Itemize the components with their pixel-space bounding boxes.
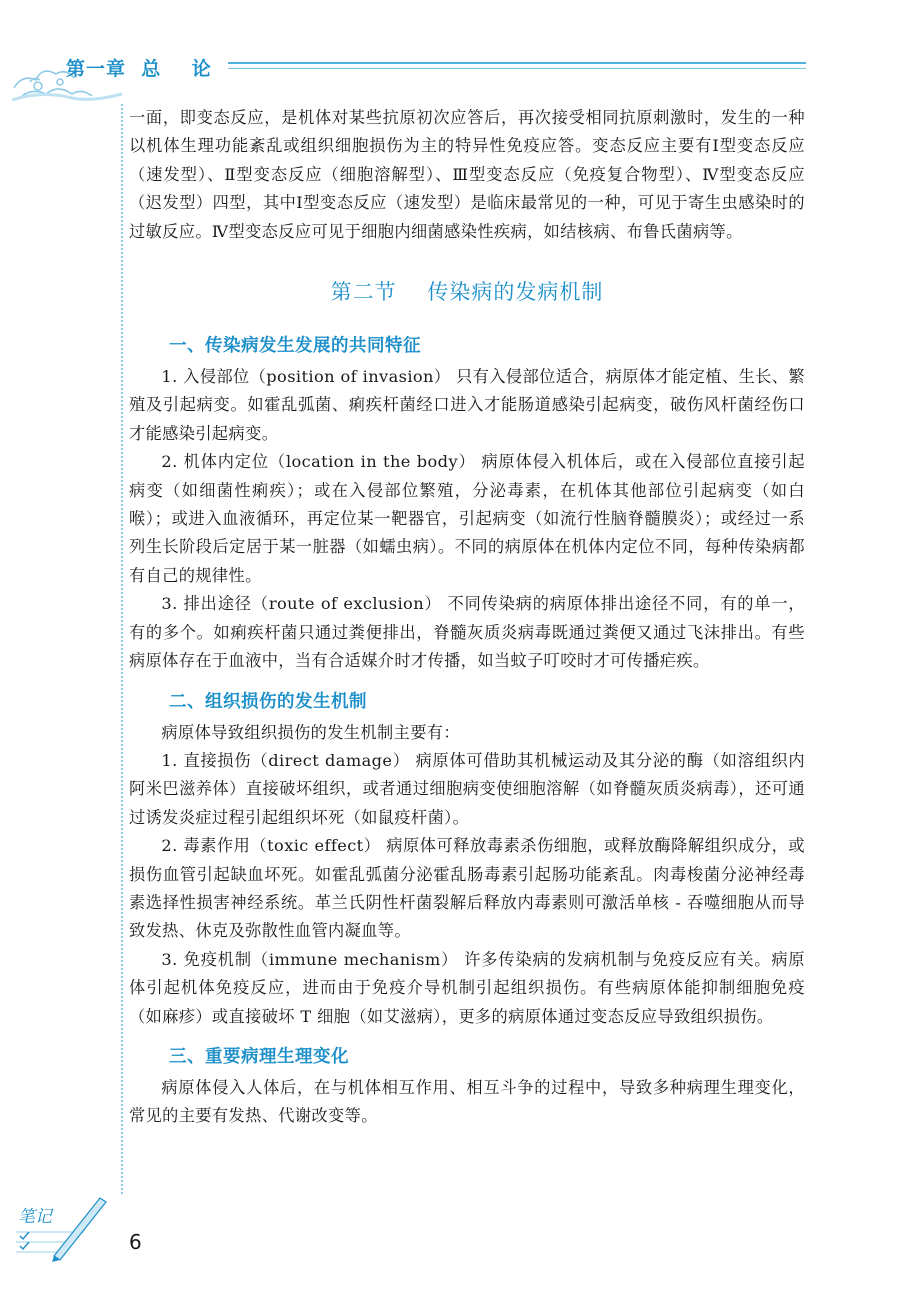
paragraph: 1. 入侵部位（position of invasion） 只有入侵部位适合，病原体才能定植、生长、繁殖及引起病变。如霍乱弧菌、痢疾杆菌经口进入才能肠道感染引起病变，破伤风杆菌经伤口才能感染引起病变。 xyxy=(129,367,805,443)
section-title: 第二节 传染病的发病机制 xyxy=(330,280,604,305)
margin-dotted-line xyxy=(121,104,123,1194)
paragraph: 3. 排出途径（route of exclusion） 不同传染病的病原体排出途径不同，有的单一，有的多个。如痢疾杆菌只通过粪便排出，脊髓灰质炎病毒既通过粪便又通过飞沫排出。有些病原体存在于血液中，当有合适媒介时才传播，如当蚊子叮咬时才可传播疟疾。 xyxy=(129,594,805,671)
page-number: 6 xyxy=(129,1230,142,1254)
paragraph: 2. 毒素作用（toxic effect） 病原体可释放毒素杀伤细胞，或释放酶降解组织成分，或损伤血管引起缺血坏死。如霍乱弧菌分泌霍乱肠毒素引起肠功能紊乱。肉毒梭菌分泌神经毒素选择性损害神经系统。革兰氏阴性杆菌裂解后释放内毒素则可激活单核 - 吞噬细胞从而导致发热、休克及弥散性血管内凝血等。 xyxy=(129,836,805,941)
subsection-title-3: 三、重要病理生理变化 xyxy=(169,1046,349,1067)
notes-pen-icon xyxy=(14,1192,114,1262)
page-content xyxy=(129,104,805,1131)
page-header xyxy=(0,40,900,110)
paragraph: 1. 直接损伤（direct damage） 病原体可借助其机械运动及其分泌的酶（如溶组织内阿米巴滋养体）直接破坏组织，或者通过细胞病变使细胞溶解（如脊髓灰质炎病毒），还可通过诱发炎症过程引起组织坏死（如鼠疫杆菌）。 xyxy=(129,750,805,827)
intro-paragraph: 一面，即变态反应，是机体对某些抗原初次应答后，再次接受相同抗原刺激时，发生的一种以机体生理功能紊乱或组织细胞损伤为主的特异性免疫应答。变态反应主要有Ⅰ型变态反应（速发型）、Ⅱ型变态反应（细胞溶解型）、Ⅲ型变态反应（免疫复合物型）、Ⅳ型变态反应（迟发型）四型，其中Ⅰ型变态反应（速发型）是临床最常见的一种，可见于寄生虫感染时的过敏反应。Ⅳ型变态反应可见于细胞内细菌感染性疾病，如结核病、布鲁氏菌病等。 xyxy=(129,108,805,241)
subsection-title-1: 一、传染病发生发展的共同特征 xyxy=(169,336,421,357)
paragraph: 3. 免疫机制（immune mechanism） 许多传染病的发病机制与免疫反应有关。病原体引起机体免疫反应，进而由于免疫介导机制引起组织损伤。有些病原体能抑制细胞免疫（如麻疹）或直接破坏 T 细胞（如艾滋病），更多的病原体通过变态反应导致组织损伤。 xyxy=(129,949,805,1026)
header-rule xyxy=(228,62,806,74)
paragraph: 病原体侵入人体后，在与机体相互作用、相互斗争的过程中，导致多种病理生理变化，常见的主要有发热、代谢改变等。 xyxy=(129,1077,805,1126)
subsection-title-2: 二、组织损伤的发生机制 xyxy=(169,691,367,712)
paragraph: 2. 机体内定位（location in the body） 病原体侵入机体后，或在入侵部位直接引起病变（如细菌性痢疾）；或在入侵部位繁殖，分泌毒素，在机体其他部位引起病变（如白喉）；或进入血液循环，再定位某一靶器官，引起病变（如流行性脑脊髓膜炎）；或经过一系列生长阶段后定居于某一脏器（如蠕虫病）。不同的病原体在机体内定位不同，每种传染病都有自己的规律性。 xyxy=(129,452,805,585)
chapter-title: 第一章 总 论 xyxy=(66,58,212,80)
paragraph: 病原体导致组织损伤的发生机制主要有： xyxy=(161,722,460,742)
notes-label: 笔记 xyxy=(18,1207,52,1227)
